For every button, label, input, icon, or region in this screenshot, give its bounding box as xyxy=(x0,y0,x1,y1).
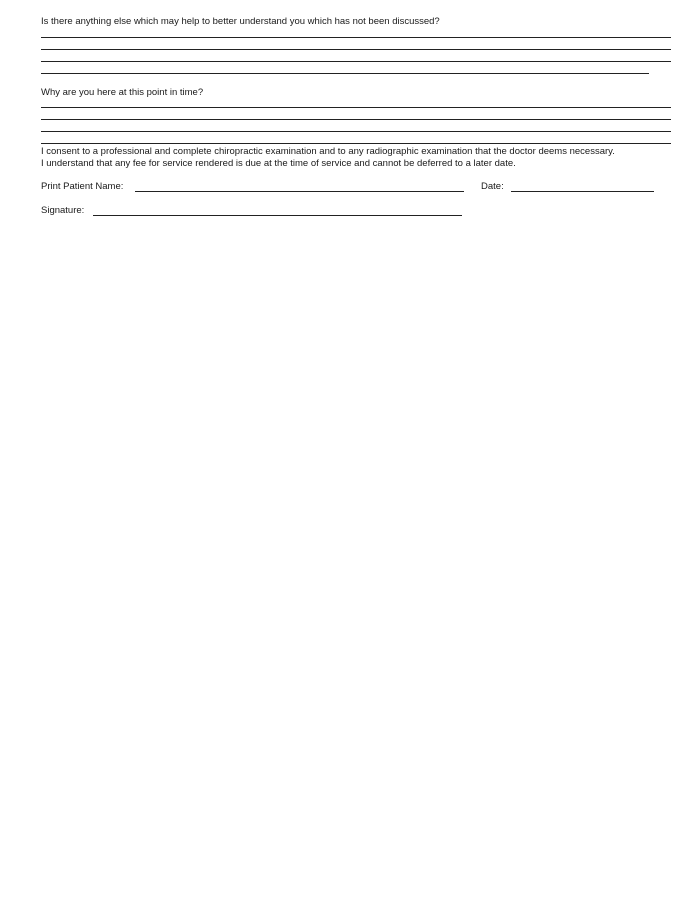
answer-line[interactable] xyxy=(41,131,671,132)
answer-line[interactable] xyxy=(41,61,671,62)
print-name-label: Print Patient Name: xyxy=(41,181,124,192)
answer-line[interactable] xyxy=(41,73,649,74)
answer-line[interactable] xyxy=(41,37,671,38)
signature-label: Signature: xyxy=(41,205,85,216)
consent-statement: I consent to a professional and complete chiropractic examination and to any radiographic examination that the doctor deems necessary. xyxy=(41,146,615,157)
answer-line[interactable] xyxy=(41,119,671,120)
payment-statement: I understand that any fee for service rendered is due at the time of service and cannot be deferred to a later date. xyxy=(41,158,516,169)
question-why-here: Why are you here at this point in time? xyxy=(41,87,204,98)
date-field[interactable] xyxy=(511,191,654,192)
answer-line[interactable] xyxy=(41,107,671,108)
print-name-field[interactable] xyxy=(135,191,464,192)
date-label: Date: xyxy=(481,181,504,192)
answer-line[interactable] xyxy=(41,49,671,50)
answer-line[interactable] xyxy=(41,143,671,144)
signature-field[interactable] xyxy=(93,215,462,216)
question-anything-else: Is there anything else which may help to better understand you which has not been discussed? xyxy=(41,16,440,27)
